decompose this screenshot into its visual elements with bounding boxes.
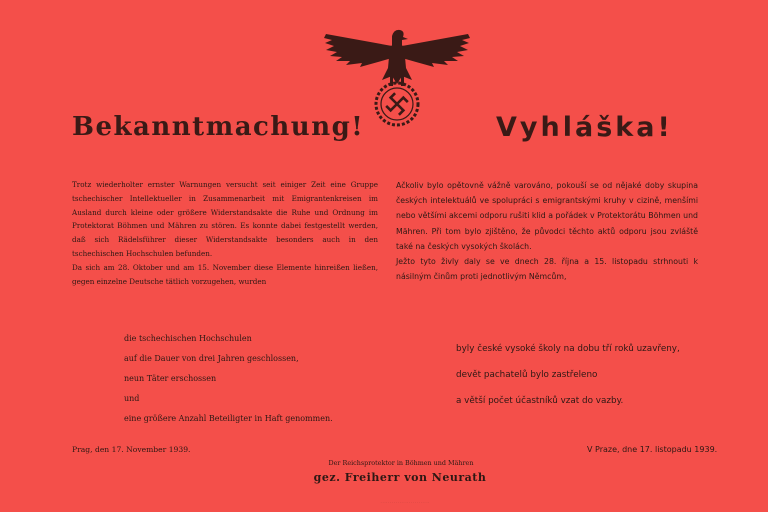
czech-body — [396, 178, 698, 284]
czech-paragraph: Ačkoliv bylo opětovně vážně varováno, pokouší se od nějaké doby skupina českých intelektuálů ve spolupráci s emigrantskými kruhy v cizině, menšími nebo většími akcemi odporu rušiti klid a pořádek v Protektorátu Böhmen und Mähren. Při tom bylo zjištěno, že původci těchto aktů odporu jsou zvláště také na českých vysokých školách. — [396, 181, 698, 251]
german-heading: Bekanntmachung! — [72, 112, 365, 142]
german-measure-item: neun Täter erschossen — [124, 374, 217, 383]
german-date-line: Prag, den 17. November 1939. — [72, 445, 191, 454]
signature-role: Der Reichsprotektor in Böhmen und Mähren — [328, 459, 474, 467]
german-measure-item: die tschechischen Hochschulen — [124, 334, 252, 343]
german-measure-item: eine größere Anzahl Beteiligter in Haft genommen. — [124, 414, 333, 423]
czech-measure-item: a větší počet účastníků vzat do vazby. — [456, 396, 624, 406]
czech-paragraph: Ježto tyto živly daly se ve dnech 28. října a 15. listopadu strhnouti k násilným činům proti jednotlivým Němcům, — [396, 257, 698, 282]
german-measures-list — [124, 329, 384, 429]
german-paragraph: Trotz wiederholter ernster Warnungen versucht seit einiger Zeit eine Gruppe tschechischer Intellektueller in Zusammenarbeit mit Emigrantenkreisen im Ausland durch kleine oder größere Widerstandsakte die Ruhe und Ordnung im Protektorat Böhmen und Mähren zu stören. Es konnte dabei festgestellt werden, daß sich Rädelsführer dieser Widerstandsakte besonders auch in den tschechischen Hochschulen befunden. — [72, 180, 378, 258]
czech-date-line: V Praze, dne 17. listopadu 1939. — [587, 445, 718, 454]
signature-name: gez. Freiherr von Neurath — [313, 471, 487, 484]
german-measure-item: auf die Dauer von drei Jahren geschlossen, — [124, 354, 299, 363]
czech-measures-list — [456, 336, 746, 414]
german-body — [72, 178, 378, 288]
german-measure-item: und — [124, 394, 140, 403]
printer-imprint: · · · · · · · · · · · · · · · · · · · · · · · · · · — [380, 500, 430, 504]
german-paragraph: Da sich am 28. Oktober und am 15. November diese Elemente hinreißen ließen, gegen einzelne Deutsche tätlich vorzugehen, wurden — [72, 262, 378, 286]
czech-heading: Vyhláška! — [496, 112, 673, 143]
czech-measure-item: byly české vysoké školy na dobu tří roků uzavřeny, — [456, 344, 680, 354]
czech-measure-item: devět pachatelů bylo zastřeleno — [456, 370, 598, 380]
